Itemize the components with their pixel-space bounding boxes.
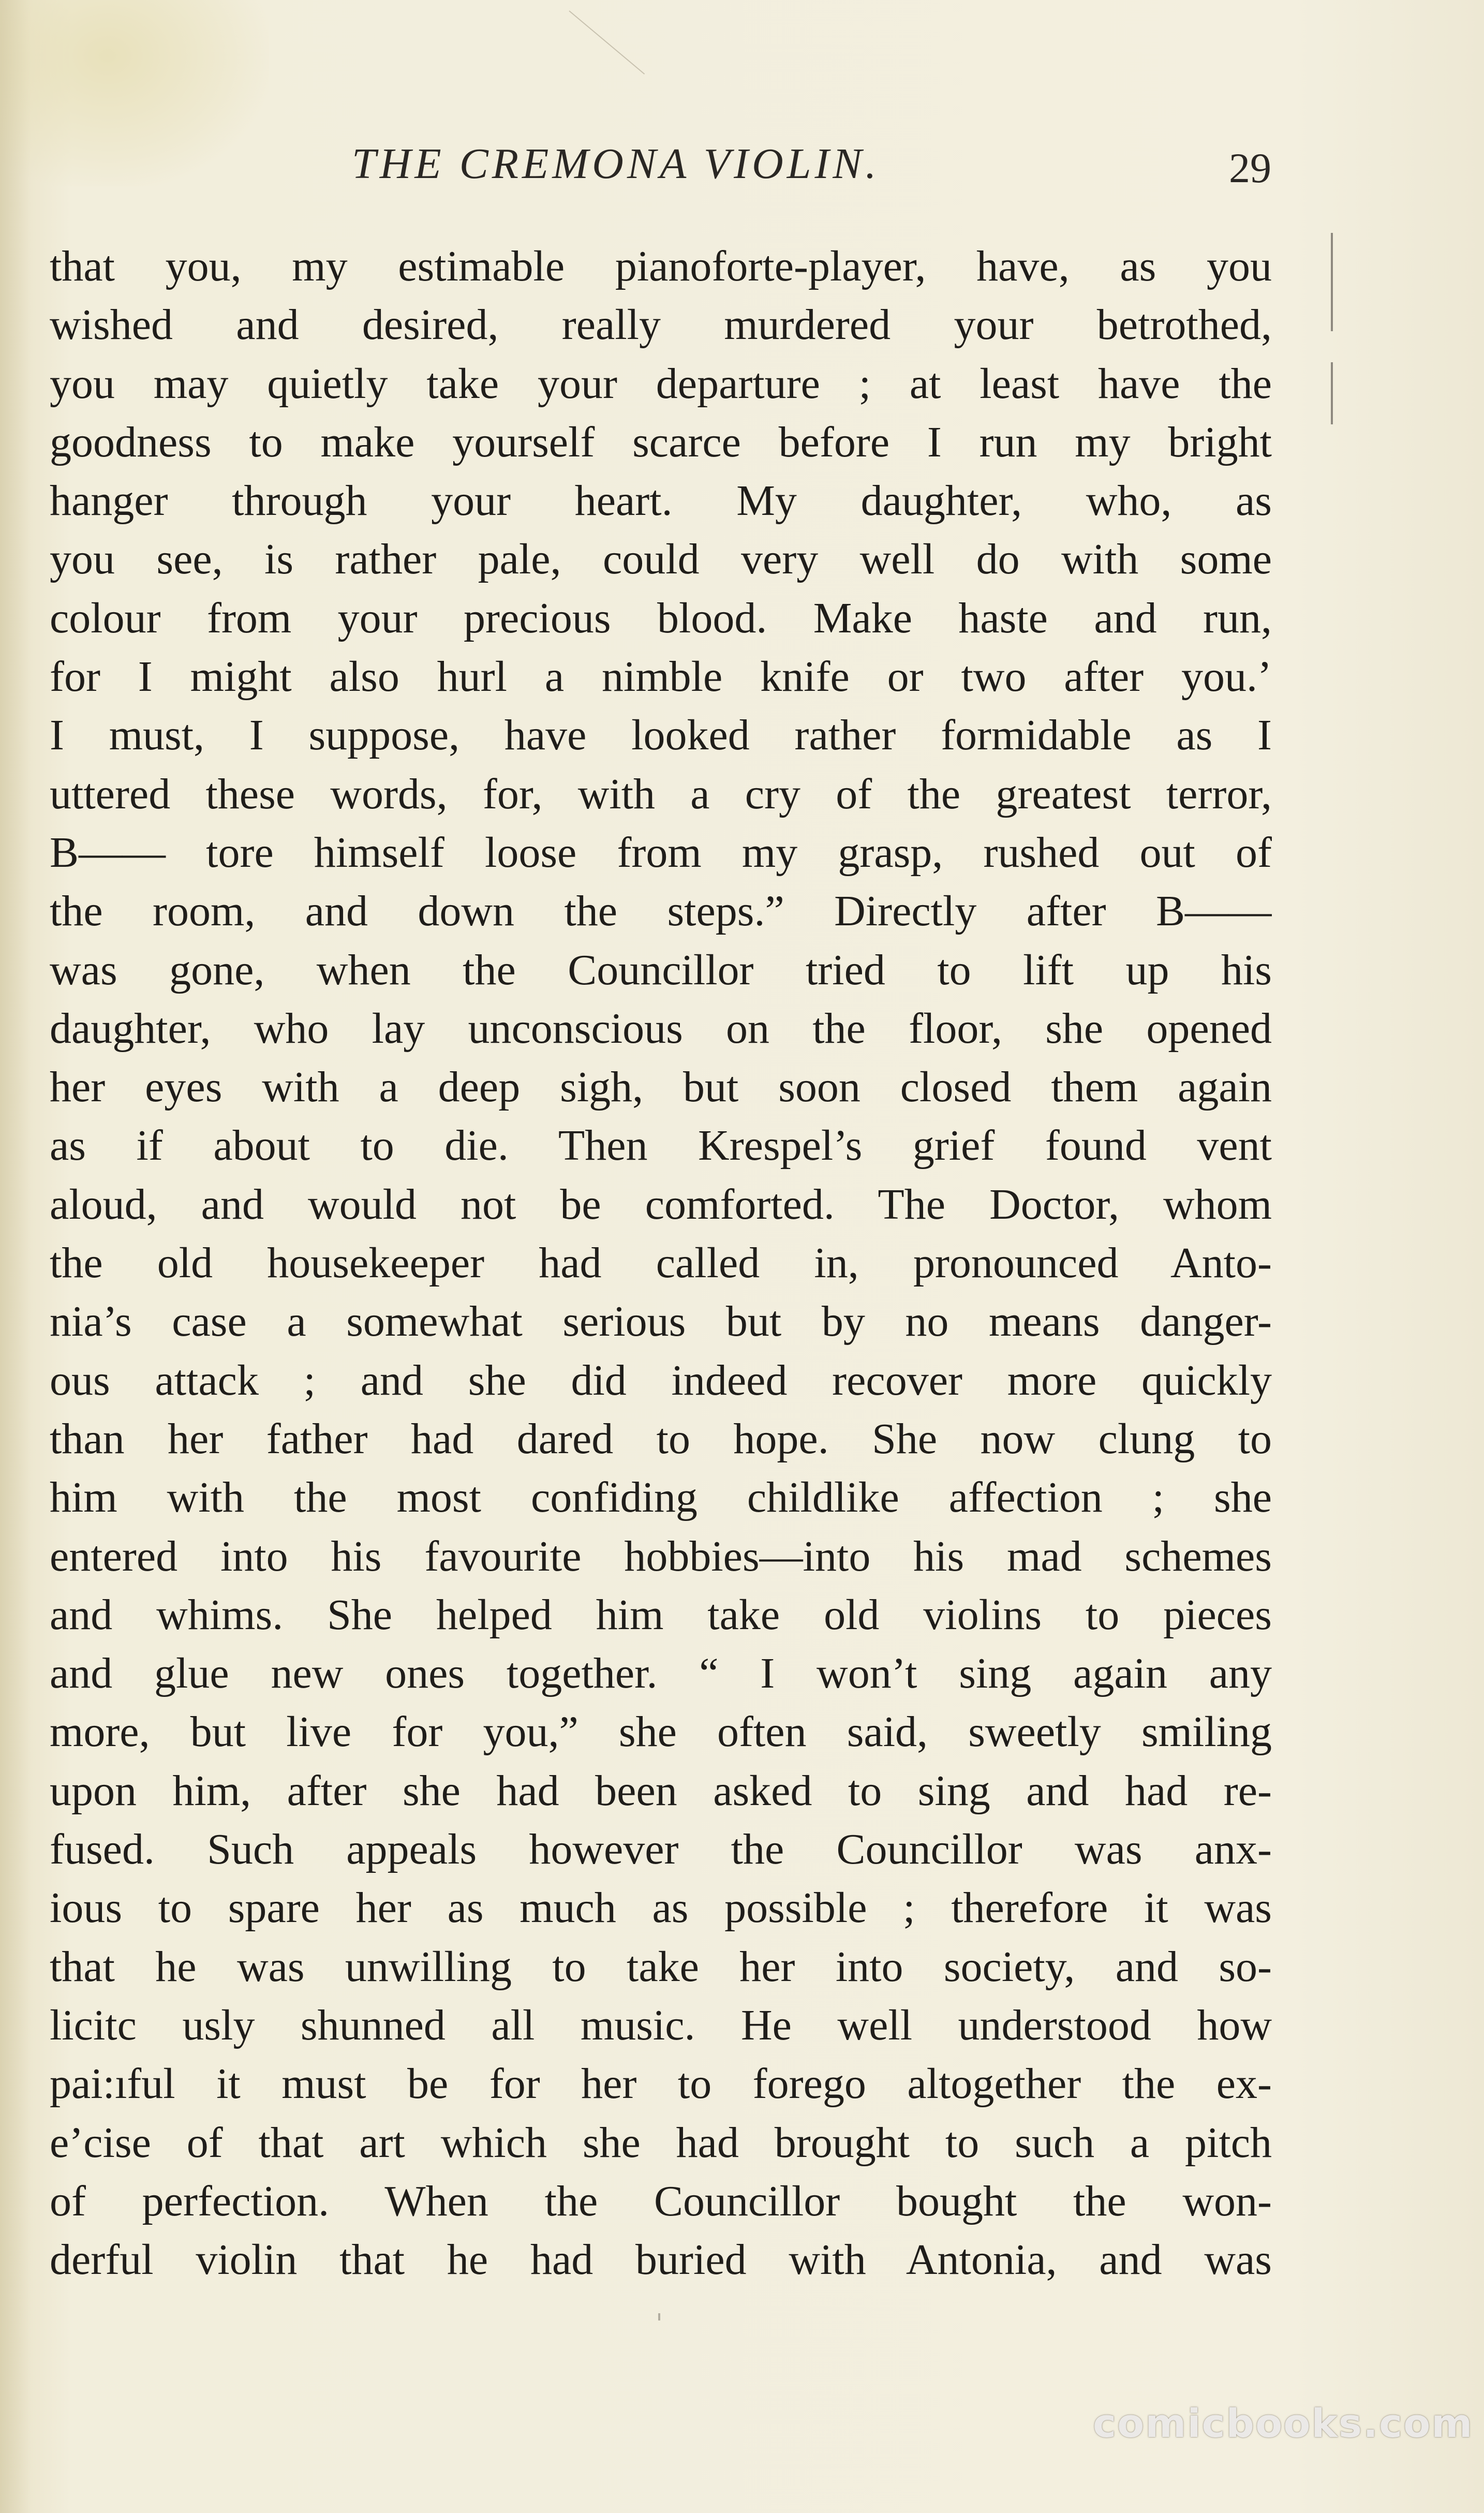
text-line: ious to spare her as much as possible ; therefore it was xyxy=(50,1884,1272,1932)
text-line: B—— tore himself loose from my grasp, rushed out of xyxy=(50,828,1272,877)
text-line: pai:ıful it must be for her to forego altogether the ex- xyxy=(50,2060,1272,2108)
paper-crease xyxy=(569,10,645,75)
text-line: hanger through your heart. My daughter, who, as xyxy=(50,477,1272,525)
text-line: entered into his favourite hobbies—into his mad schemes xyxy=(50,1532,1272,1580)
text-line: was gone, when the Councillor tried to lift up his xyxy=(50,945,1272,994)
text-line: ous attack ; and she did indeed recover more quickly xyxy=(50,1356,1272,1405)
body-text xyxy=(50,237,1272,2289)
text-line: derful violin that he had buried with Antonia, and was xyxy=(50,2236,1272,2284)
text-line: for I might also hurl a nimble knife or two after you.’ xyxy=(50,653,1272,701)
paper-stain xyxy=(0,0,269,186)
text-line: colour from your precious blood. Make haste and run, xyxy=(50,594,1272,642)
text-line: him with the most confiding childlike affection ; she xyxy=(50,1473,1272,1522)
text-line: upon him, after she had been asked to sing and had re- xyxy=(50,1766,1272,1815)
text-line: of perfection. When the Councillor bought the won- xyxy=(50,2177,1272,2225)
text-line: than her father had dared to hope. She now clung to xyxy=(50,1414,1272,1463)
text-line: and glue new ones together. “ I won’t sing again any xyxy=(50,1649,1272,1698)
text-line: you see, is rather pale, could very well do with some xyxy=(50,535,1272,584)
binding-shadow xyxy=(0,0,31,2513)
text-line: goodness to make yourself scarce before I run my bright xyxy=(50,418,1272,466)
page-number: 29 xyxy=(1229,144,1271,191)
running-title: THE CREMONA VIOLIN. xyxy=(352,140,880,188)
margin-mark xyxy=(1331,362,1333,424)
text-line: aloud, and would not be comforted. The Doctor, whom xyxy=(50,1180,1272,1229)
text-line: the room, and down the steps.” Directly after B—— xyxy=(50,887,1272,936)
text-line: e’cise of that art which she had brought to such a pitch xyxy=(50,2118,1272,2167)
watermark: comicbooks.com xyxy=(1093,2400,1474,2446)
text-line: her eyes with a deep sigh, but soon closed them again xyxy=(50,1063,1272,1112)
text-line: wished and desired, really murdered your betrothed, xyxy=(50,301,1272,349)
text-line: that he was unwilling to take her into society, and so- xyxy=(50,1942,1272,1991)
paper-speck xyxy=(658,2313,660,2320)
margin-mark xyxy=(1331,233,1333,331)
text-line: licitc usly shunned all music. He well understood how xyxy=(50,2001,1272,2049)
text-line: nia’s case a somewhat serious but by no means danger- xyxy=(50,1297,1272,1346)
text-line: I must, I suppose, have looked rather formidable as I xyxy=(50,711,1272,760)
text-line: fused. Such appeals however the Councillor was anx- xyxy=(50,1825,1272,1874)
text-line: more, but live for you,” she often said, sweetly smiling xyxy=(50,1708,1272,1756)
text-line: daughter, who lay unconscious on the floor, she opened xyxy=(50,1004,1272,1053)
text-line: uttered these words, for, with a cry of the greatest terror, xyxy=(50,770,1272,818)
text-line: the old housekeeper had called in, pronounced Anto- xyxy=(50,1239,1272,1288)
text-line: that you, my estimable pianoforte-player, have, as you xyxy=(50,242,1272,290)
text-line: as if about to die. Then Krespel’s grief found vent xyxy=(50,1121,1272,1170)
text-line: and whims. She helped him take old violins to pieces xyxy=(50,1590,1272,1639)
text-line: you may quietly take your departure ; at least have the xyxy=(50,359,1272,408)
